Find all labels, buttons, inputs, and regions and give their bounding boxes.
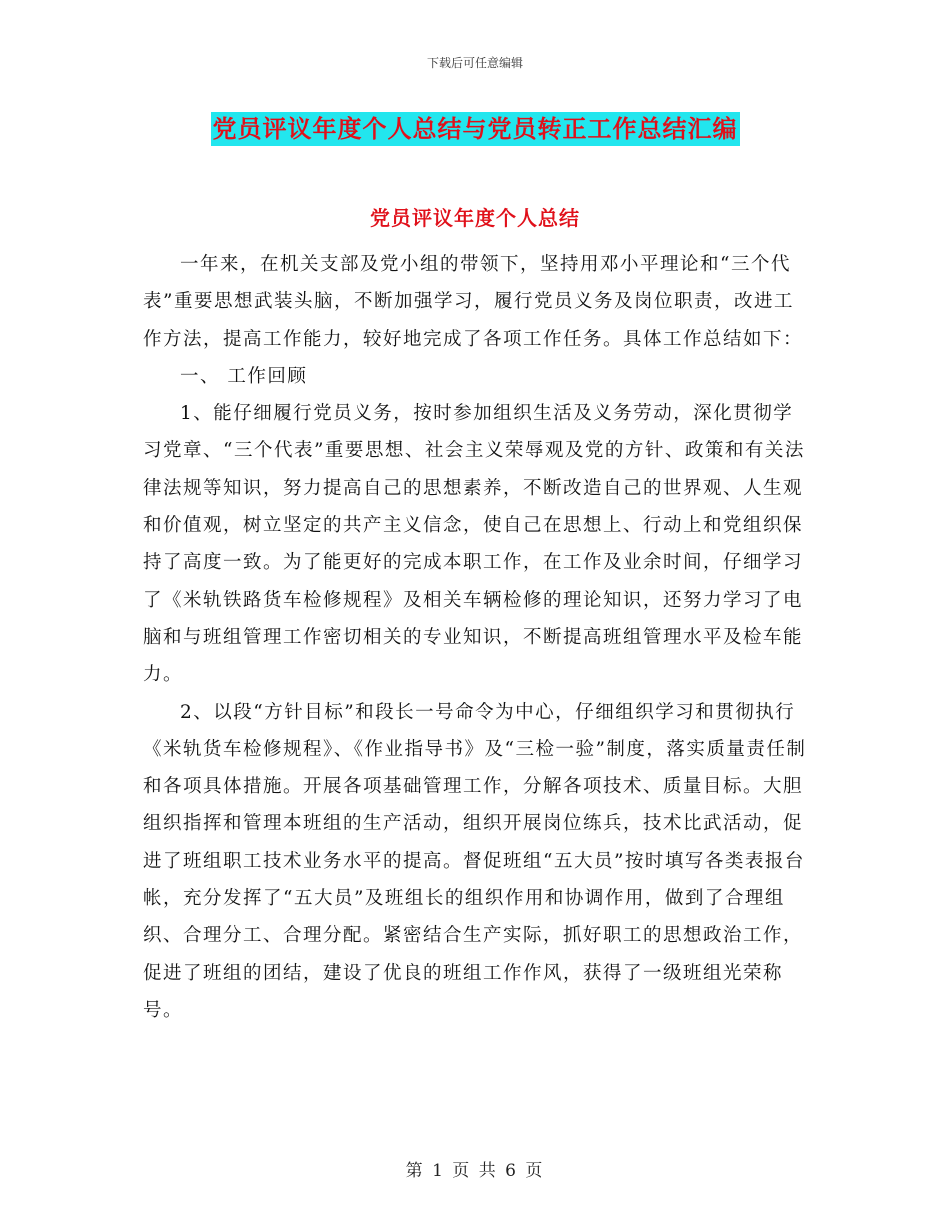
paragraph-item-1: 1、能仔细履行党员义务，按时参加组织生活及义务劳动，深化贯彻学习党章、“三个代表”重要思想、社会主义荣辱观及党的方针、政策和有关法律法规等知识，努力提高自己的思想素养，不断改造自己的世界观、人生观和价值观，树立坚定的共产主义信念，使自己在思想上、行动上和党组织保持了高度一致。为了能更好的完成本职工作，在工作及业余时间，仔细学习了《米轨铁路货车检修规程》及相关车辆检修的理论知识，还努力学习了电脑和与班组管理工作密切相关的专业知识，不断提高班组管理水平及检车能力。 <box>143 403 805 686</box>
paragraph-heading-review: 一、 工作回顾 <box>180 365 308 387</box>
document-main-title: 党员评议年度个人总结与党员转正工作总结汇编 <box>211 112 740 146</box>
paragraph-intro: 一年来，在机关支部及党小组的带领下，坚持用邓小平理论和“三个代表”重要思想武装头脑，不断加强学习，履行党员义务及岗位职责，改进工作方法，提高工作能力，较好地完成了各项工作任务。具体工作总结如下： <box>143 254 804 350</box>
page-footer: 第 1 页 共 6 页 <box>405 1161 545 1181</box>
document-body <box>143 246 807 1029</box>
paragraph-item-2: 2、以段“方针目标”和段长一号命令为中心，仔细组织学习和贯彻执行《米轨货车检修规程》、《作业指导书》及“三检一验”制度，落实质量责任制和各项具体措施。开展各项基础管理工作，分解各项技术、质量目标。大胆组织指挥和管理本班组的生产活动，组织开展岗位练兵，技术比武活动，促进了班组职工技术业务水平的提高。督促班组“五大员”按时填写各类表报台帐，充分发挥了“五大员”及班组长的组织作用和协调作用，做到了合理组织、合理分工、合理分配。紧密结合生产实际，抓好职工的思想政治工作，促进了班组的团结，建设了优良的班组工作作风，获得了一级班组光荣称号。 <box>143 701 807 1021</box>
page-header-note: 下载后可任意编辑 <box>426 56 523 70</box>
main-title-container <box>0 112 950 146</box>
section-title: 党员评议年度个人总结 <box>370 206 580 230</box>
